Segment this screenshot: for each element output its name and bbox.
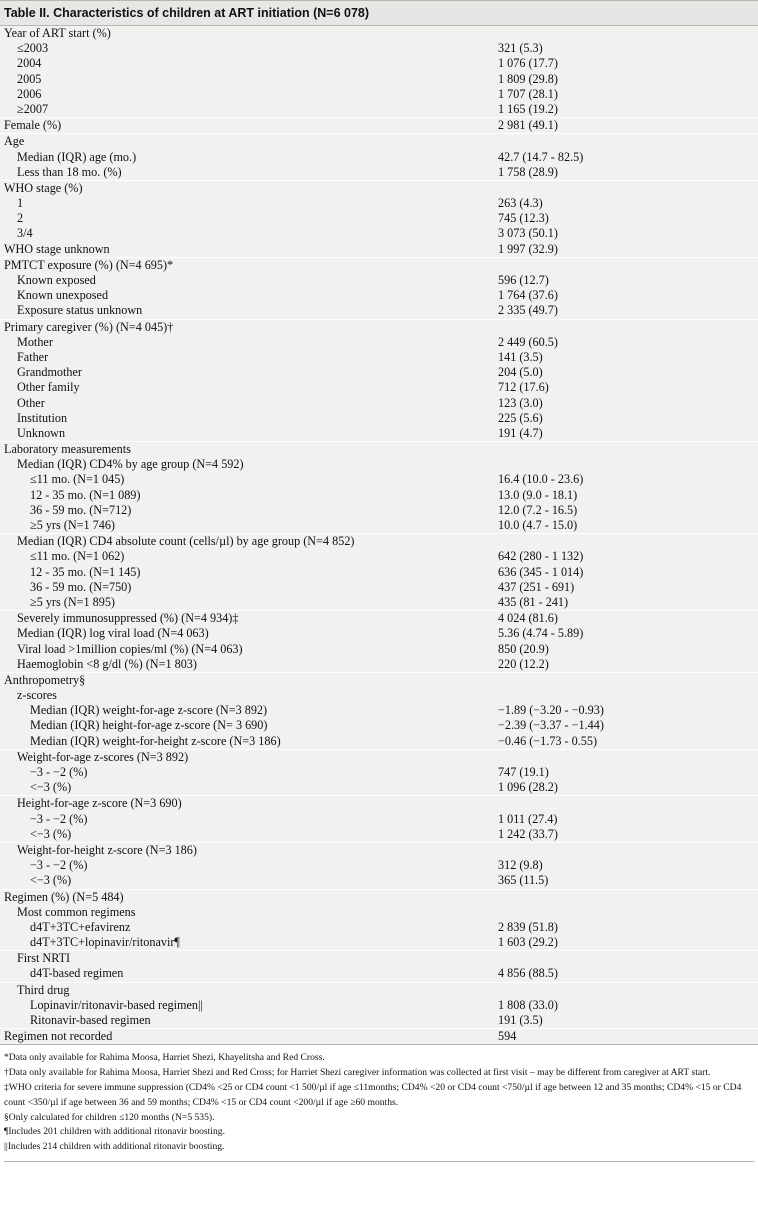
- table-row: [0, 580, 758, 595]
- table-row: [0, 982, 758, 998]
- table-row: [0, 133, 758, 149]
- row-value: 745 (12.3): [498, 211, 549, 226]
- row-value: 4 024 (81.6): [498, 611, 558, 626]
- table-row: [0, 72, 758, 87]
- row-label: <−3 (%): [30, 780, 72, 795]
- footnote: ||Includes 214 children with additional ritonavir boosting.: [4, 1141, 225, 1153]
- row-label: ≤11 mo. (N=1 045): [30, 472, 125, 487]
- row-value: 1 165 (19.2): [498, 101, 558, 116]
- row-label: Institution: [17, 410, 68, 425]
- row-value: 263 (4.3): [498, 196, 543, 211]
- row-value: 1 603 (29.2): [498, 935, 558, 950]
- table-body: [0, 26, 758, 1044]
- table-row: [0, 26, 758, 41]
- row-label: Female (%): [4, 118, 62, 133]
- row-value: −1.89 (−3.20 - −0.93): [498, 703, 604, 718]
- row-label: Median (IQR) log viral load (N=4 063): [17, 626, 209, 641]
- row-value: 1 758 (28.9): [498, 164, 558, 179]
- row-value: 596 (12.7): [498, 273, 549, 287]
- row-label: 36 - 59 mo. (N=712): [30, 502, 132, 517]
- table-row: [0, 765, 758, 780]
- table-row: [0, 257, 758, 273]
- row-label: Median (IQR) CD4 absolute count (cells/µl) by age group (N=4 852): [17, 534, 355, 549]
- table-row: [0, 380, 758, 395]
- row-label: Haemoglobin <8 g/dl (%) (N=1 803): [17, 656, 197, 671]
- row-label: Grandmother: [17, 365, 82, 380]
- bottom-rule: [4, 1161, 754, 1162]
- row-value: 321 (5.3): [498, 41, 543, 56]
- row-value: 2 449 (60.5): [498, 334, 558, 349]
- row-value: 16.4 (10.0 - 23.6): [498, 472, 584, 487]
- table-row: [0, 858, 758, 873]
- row-value: 636 (345 - 1 014): [498, 564, 584, 579]
- row-value: 141 (3.5): [498, 349, 543, 364]
- table-row: [0, 950, 758, 966]
- table-row: [0, 718, 758, 733]
- table-row: [0, 812, 758, 827]
- row-value: 2 839 (51.8): [498, 919, 558, 934]
- row-label: <−3 (%): [30, 873, 72, 888]
- table-row: [0, 966, 758, 981]
- row-label: 2005: [17, 71, 42, 86]
- row-label: Severely immunosuppressed (%) (N=4 934)‡: [17, 611, 239, 626]
- table-row: [0, 595, 758, 610]
- table-row: [0, 180, 758, 196]
- row-label: ≥5 yrs (N=1 746): [30, 518, 115, 532]
- row-value: 712 (17.6): [498, 380, 549, 395]
- table-row: [0, 672, 758, 688]
- row-label: Anthropometry§: [4, 672, 86, 687]
- table-row: [0, 1013, 758, 1028]
- table-row: [0, 998, 758, 1013]
- table-row: [0, 273, 758, 288]
- table-row: [0, 626, 758, 641]
- row-label: Lopinavir/ritonavir-based regimen||: [30, 997, 203, 1012]
- table-row: [0, 795, 758, 811]
- row-value: 312 (9.8): [498, 858, 543, 873]
- table-row: [0, 657, 758, 672]
- table-row: [0, 411, 758, 426]
- row-label: Median (IQR) weight-for-height z-score (N=3 186): [30, 733, 281, 748]
- row-value: 594: [498, 1029, 517, 1044]
- row-label: Exposure status unknown: [17, 303, 143, 318]
- table-row: [0, 117, 758, 133]
- table-row: [0, 565, 758, 580]
- row-value: 12.0 (7.2 - 16.5): [498, 502, 578, 517]
- row-value: 1 096 (28.2): [498, 780, 558, 795]
- row-value: −2.39 (−3.37 - −1.44): [498, 718, 604, 733]
- row-label: Less than 18 mo. (%): [17, 164, 122, 179]
- table-row: [0, 749, 758, 765]
- row-label: Ritonavir-based regimen: [30, 1013, 151, 1027]
- row-value: 435 (81 - 241): [498, 594, 569, 609]
- row-label: Viral load >1million copies/ml (%) (N=4 063): [17, 641, 243, 656]
- table-row: [0, 703, 758, 718]
- table-row: [0, 335, 758, 350]
- row-label: Known unexposed: [17, 288, 109, 303]
- row-label: Year of ART start (%): [4, 26, 111, 40]
- table-row: [0, 426, 758, 441]
- row-value: 191 (4.7): [498, 425, 543, 440]
- footnotes: [0, 1044, 758, 1162]
- table-row: [0, 533, 758, 549]
- table-row: [0, 211, 758, 226]
- table-row: [0, 396, 758, 411]
- row-label: Height-for-age z-score (N=3 690): [17, 796, 182, 811]
- row-label: d4T-based regimen: [30, 966, 124, 981]
- table-row: [0, 472, 758, 487]
- table-title: Table II. Characteristics of children at ART initiation (N=6 078): [0, 0, 758, 26]
- table-row: [0, 165, 758, 180]
- row-label: Third drug: [17, 982, 70, 997]
- footnote: †Data only available for Rahima Moosa, Harriet Shezi and Red Cross; for Harriet Shezi caregiver information was collected at first visit – may be different from caregiver at ART start.: [4, 1067, 711, 1079]
- table-row: [0, 734, 758, 749]
- row-label: ≥2007: [17, 101, 49, 116]
- row-label: Median (IQR) weight-for-age z-score (N=3 892): [30, 703, 268, 718]
- row-value: 10.0 (4.7 - 15.0): [498, 518, 578, 532]
- row-value: 1 242 (33.7): [498, 826, 558, 841]
- table-row: [0, 780, 758, 795]
- row-label: ≤2003: [17, 41, 49, 56]
- row-value: 2 335 (49.7): [498, 303, 558, 318]
- row-value: 437 (251 - 691): [498, 579, 575, 594]
- table-row: [0, 196, 758, 211]
- row-value: 123 (3.0): [498, 395, 543, 410]
- table-row: [0, 226, 758, 241]
- table-row: [0, 41, 758, 56]
- row-label: WHO stage (%): [4, 180, 83, 195]
- row-value: 850 (20.9): [498, 641, 549, 656]
- row-label: ≥5 yrs (N=1 895): [30, 594, 115, 609]
- row-label: −3 - −2 (%): [30, 858, 88, 873]
- row-label: Regimen not recorded: [4, 1029, 113, 1044]
- row-value: 747 (19.1): [498, 765, 549, 779]
- row-value: 1 707 (28.1): [498, 86, 558, 101]
- row-value: 1 011 (27.4): [498, 811, 558, 826]
- row-value: 13.0 (9.0 - 18.1): [498, 487, 578, 502]
- table-row: [0, 319, 758, 335]
- row-value: 1 997 (32.9): [498, 241, 558, 256]
- row-label: ≤11 mo. (N=1 062): [30, 549, 125, 564]
- row-label: Median (IQR) height-for-age z-score (N= 3 690): [30, 718, 268, 733]
- row-value: 1 808 (33.0): [498, 997, 558, 1012]
- footnote: ‡WHO criteria for severe immune suppression (CD4% <25 or CD4 count <1 500/µl if age ≤11months; CD4% <20 or CD4 count <750/µl if age between 12 and 35 months; CD4% <15 or CD4 count <350/µl if age between 36 and 59 months; CD4% <15 or CD4 count <200/µl if age ≥60 months.: [4, 1081, 742, 1108]
- table-row: [0, 873, 758, 888]
- table-row: [0, 365, 758, 380]
- table-row: [0, 935, 758, 950]
- table-row: [0, 920, 758, 935]
- table-row: [0, 56, 758, 71]
- row-label: 3/4: [17, 226, 33, 241]
- row-label: Weight-for-height z-score (N=3 186): [17, 842, 197, 857]
- table-row: [0, 610, 758, 626]
- table-row: [0, 441, 758, 457]
- table-row: [0, 905, 758, 920]
- row-value: 1 764 (37.6): [498, 288, 558, 303]
- row-label: Unknown: [17, 425, 66, 440]
- row-label: Father: [17, 349, 49, 364]
- row-label: Laboratory measurements: [4, 442, 131, 457]
- row-value: 365 (11.5): [498, 873, 549, 888]
- table-row: [0, 1028, 758, 1044]
- table-row: [0, 150, 758, 165]
- table-row: [0, 350, 758, 365]
- row-value: 42.7 (14.7 - 82.5): [498, 149, 584, 164]
- row-label: <−3 (%): [30, 826, 72, 841]
- table-row: [0, 457, 758, 472]
- row-value: 4 856 (88.5): [498, 966, 558, 981]
- table-row: [0, 642, 758, 657]
- row-label: −3 - −2 (%): [30, 811, 88, 826]
- row-value: 3 073 (50.1): [498, 226, 558, 241]
- row-label: 2004: [17, 56, 42, 71]
- row-value: 204 (5.0): [498, 365, 543, 380]
- row-label: 12 - 35 mo. (N=1 089): [30, 487, 141, 502]
- row-value: 2 981 (49.1): [498, 118, 558, 133]
- row-label: Known exposed: [17, 273, 96, 287]
- table-row: [0, 842, 758, 858]
- row-label: 1: [17, 196, 24, 211]
- table-row: [0, 102, 758, 117]
- footnote: §Only calculated for children ≤120 months (N=5 535).: [4, 1111, 215, 1123]
- row-label: Mother: [17, 334, 53, 349]
- table-row: [0, 549, 758, 564]
- row-value: −0.46 (−1.73 - 0.55): [498, 733, 598, 748]
- row-value: 642 (280 - 1 132): [498, 549, 584, 564]
- table-row: [0, 889, 758, 905]
- row-value: 225 (5.6): [498, 410, 543, 425]
- row-label: WHO stage unknown: [4, 241, 110, 256]
- footnote: *Data only available for Rahima Moosa, Harriet Shezi, Khayelitsha and Red Cross.: [4, 1052, 325, 1064]
- row-label: First NRTI: [17, 951, 71, 966]
- row-value: 220 (12.2): [498, 656, 549, 671]
- row-value: 1 809 (29.8): [498, 71, 558, 86]
- row-label: Most common regimens: [17, 904, 136, 919]
- table-row: [0, 288, 758, 303]
- row-label: 36 - 59 mo. (N=750): [30, 579, 132, 594]
- table-row: [0, 303, 758, 318]
- table-row: [0, 503, 758, 518]
- table-row: [0, 242, 758, 257]
- footnote: ¶Includes 201 children with additional ritonavir boosting.: [4, 1126, 225, 1138]
- row-label: Primary caregiver (%) (N=4 045)†: [4, 319, 174, 334]
- table-row: [0, 488, 758, 503]
- row-label: z-scores: [17, 688, 57, 703]
- row-label: d4T+3TC+efavirenz: [30, 919, 131, 934]
- row-label: Other: [17, 395, 45, 410]
- row-label: Regimen (%) (N=5 484): [4, 889, 124, 904]
- row-value: 191 (3.5): [498, 1013, 543, 1027]
- row-label: d4T+3TC+lopinavir/ritonavir¶: [30, 935, 180, 950]
- row-label: Weight-for-age z-scores (N=3 892): [17, 749, 189, 764]
- row-label: 2006: [17, 86, 42, 101]
- table-row: [0, 518, 758, 533]
- row-label: Age: [4, 134, 25, 149]
- table-row: [0, 688, 758, 703]
- row-label: Other family: [17, 380, 80, 395]
- row-label: Median (IQR) CD4% by age group (N=4 592): [17, 457, 244, 472]
- row-value: 5.36 (4.74 - 5.89): [498, 626, 584, 641]
- row-label: 12 - 35 mo. (N=1 145): [30, 564, 141, 579]
- row-label: Median (IQR) age (mo.): [17, 149, 137, 164]
- table-row: [0, 827, 758, 842]
- row-label: 2: [17, 211, 24, 226]
- table-row: [0, 87, 758, 102]
- row-value: 1 076 (17.7): [498, 56, 558, 71]
- row-label: PMTCT exposure (%) (N=4 695)*: [4, 257, 174, 272]
- row-label: −3 - −2 (%): [30, 765, 88, 779]
